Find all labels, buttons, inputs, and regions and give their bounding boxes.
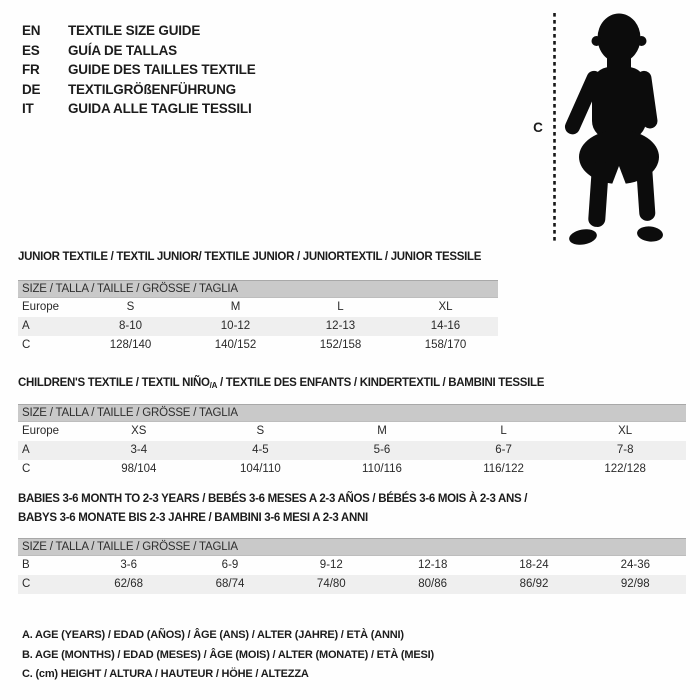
- table-row-months: [18, 556, 686, 575]
- language-list: [22, 21, 256, 119]
- toddler-body-shape: [563, 14, 664, 246]
- size-header-band: SIZE / TALLA / TAILLE / GRÖSSE / TAGLIA: [18, 538, 686, 556]
- size-header-band: SIZE / TALLA / TAILLE / GRÖSSE / TAGLIA: [18, 280, 498, 298]
- cell: 104/110: [240, 463, 281, 475]
- title-part: / TEXTILE DES ENFANTS / KINDERTEXTIL / BAMBINI TESSILE: [217, 377, 545, 389]
- measure-label-c: C: [533, 120, 543, 135]
- cell: 98/104: [121, 463, 157, 475]
- cell: 62/68: [114, 578, 144, 590]
- cell: 18-24: [519, 559, 549, 571]
- note-a: A. AGE (YEARS) / EDAD (AÑOS) / ÂGE (ANS) / ALTER (JAHRE) / ETÀ (ANNI): [22, 629, 404, 641]
- cell: 152/158: [319, 339, 362, 351]
- title-part: CHILDREN'S TEXTILE / TEXTIL NIÑO: [18, 377, 210, 389]
- cell: 24-36: [620, 559, 651, 571]
- row-label: A: [22, 444, 30, 456]
- language-code: ES: [22, 42, 40, 58]
- cell: 6-7: [495, 444, 512, 456]
- note-c: C. (cm) HEIGHT / ALTURA / HAUTEUR / HÖHE / ALTEZZA: [22, 668, 309, 680]
- cell: 9-12: [319, 559, 343, 571]
- title-line: BABIES 3-6 MONTH TO 2-3 YEARS / BEBÉS 3-6 MESES A 2-3 AÑOS / BÉBÉS 3-6 MOIS À 2-3 ANS /: [18, 493, 528, 505]
- cell: S: [256, 425, 265, 437]
- childrens-textile-table: [18, 376, 686, 479]
- table-row-age: [18, 317, 498, 336]
- cell: XS: [131, 425, 147, 437]
- legend-notes: [22, 626, 434, 685]
- cell: 122/128: [604, 463, 646, 475]
- cell: XL: [618, 425, 633, 437]
- cell: 158/170: [424, 339, 467, 351]
- cell: 3-6: [120, 559, 137, 571]
- junior-table-title: JUNIOR TEXTILE / TEXTIL JUNIOR/ TEXTILE JUNIOR / JUNIORTEXTIL / JUNIOR TESSILE: [18, 251, 482, 263]
- cell: M: [230, 301, 241, 313]
- cell: 3-4: [130, 444, 148, 456]
- language-code: EN: [22, 23, 41, 38]
- language-title: GUIDE DES TAILLES TEXTILE: [68, 62, 256, 77]
- cell: 5-6: [373, 444, 391, 456]
- row-label: Europe: [22, 301, 60, 313]
- cell: 116/122: [483, 463, 524, 475]
- language-row-es: [22, 41, 256, 61]
- cell: 12-18: [417, 559, 448, 571]
- cell: 140/152: [214, 339, 257, 351]
- language-row-it: [22, 99, 256, 119]
- table-row-height: [18, 575, 686, 594]
- row-label: C: [22, 463, 31, 475]
- cell: 68/74: [215, 578, 245, 590]
- language-row-en: [22, 21, 256, 41]
- junior-textile-table: [18, 250, 498, 355]
- cell: 110/116: [362, 463, 402, 475]
- cell: S: [126, 301, 135, 313]
- cell: 6-9: [221, 559, 239, 571]
- language-code: IT: [22, 101, 34, 116]
- cell: 80/86: [418, 578, 448, 590]
- cell: 128/140: [109, 339, 152, 351]
- title-subscript: /A: [209, 381, 218, 390]
- language-title: GUÍA DE TALLAS: [68, 42, 177, 58]
- language-row-de: [22, 80, 256, 100]
- cell: L: [500, 425, 507, 437]
- table-row-height: [18, 460, 686, 479]
- language-row-fr: [22, 60, 256, 80]
- language-title: TEXTILGRÖßENFÜHRUNG: [68, 81, 236, 97]
- row-label: A: [22, 320, 30, 332]
- cell: L: [337, 301, 344, 313]
- cell: M: [377, 425, 387, 437]
- cell: XL: [438, 301, 453, 313]
- row-label: B: [22, 559, 30, 571]
- row-label: C: [22, 578, 31, 590]
- cell: 8-10: [118, 320, 143, 332]
- size-header-band: SIZE / TALLA / TAILLE / GRÖSSE / TAGLIA: [18, 404, 686, 422]
- cell: 7-8: [616, 444, 634, 456]
- title-line: BABYS 3-6 MONATE BIS 2-3 JAHRE / BAMBINI 3-6 MESI A 2-3 ANNI: [18, 512, 368, 524]
- cell: 12-13: [325, 320, 356, 332]
- language-title: GUIDA ALLE TAGLIE TESSILI: [68, 101, 252, 116]
- table-row-age: [18, 441, 686, 460]
- babies-textile-table: [18, 490, 686, 594]
- cell: 10-12: [220, 320, 251, 332]
- cell: 4-5: [252, 444, 269, 456]
- note-b: B. AGE (MONTHS) / EDAD (MESES) / ÂGE (MOIS) / ALTER (MONATE) / ETÀ (MESI): [22, 648, 434, 661]
- language-title: TEXTILE SIZE GUIDE: [68, 23, 201, 38]
- table-row-europe: [18, 422, 686, 441]
- language-code: FR: [22, 62, 40, 77]
- cell: 74/80: [316, 578, 346, 590]
- childrens-table-title: [18, 376, 686, 393]
- language-code: DE: [22, 81, 41, 97]
- toddler-silhouette: [545, 11, 665, 245]
- table-row-height: [18, 336, 498, 355]
- row-label: C: [22, 339, 31, 351]
- cell: 14-16: [430, 320, 461, 332]
- babies-table-title: [18, 490, 686, 528]
- cell: 92/98: [620, 578, 650, 590]
- row-label: Europe: [22, 425, 60, 437]
- cell: 86/92: [519, 578, 549, 590]
- table-row-europe: [18, 298, 498, 317]
